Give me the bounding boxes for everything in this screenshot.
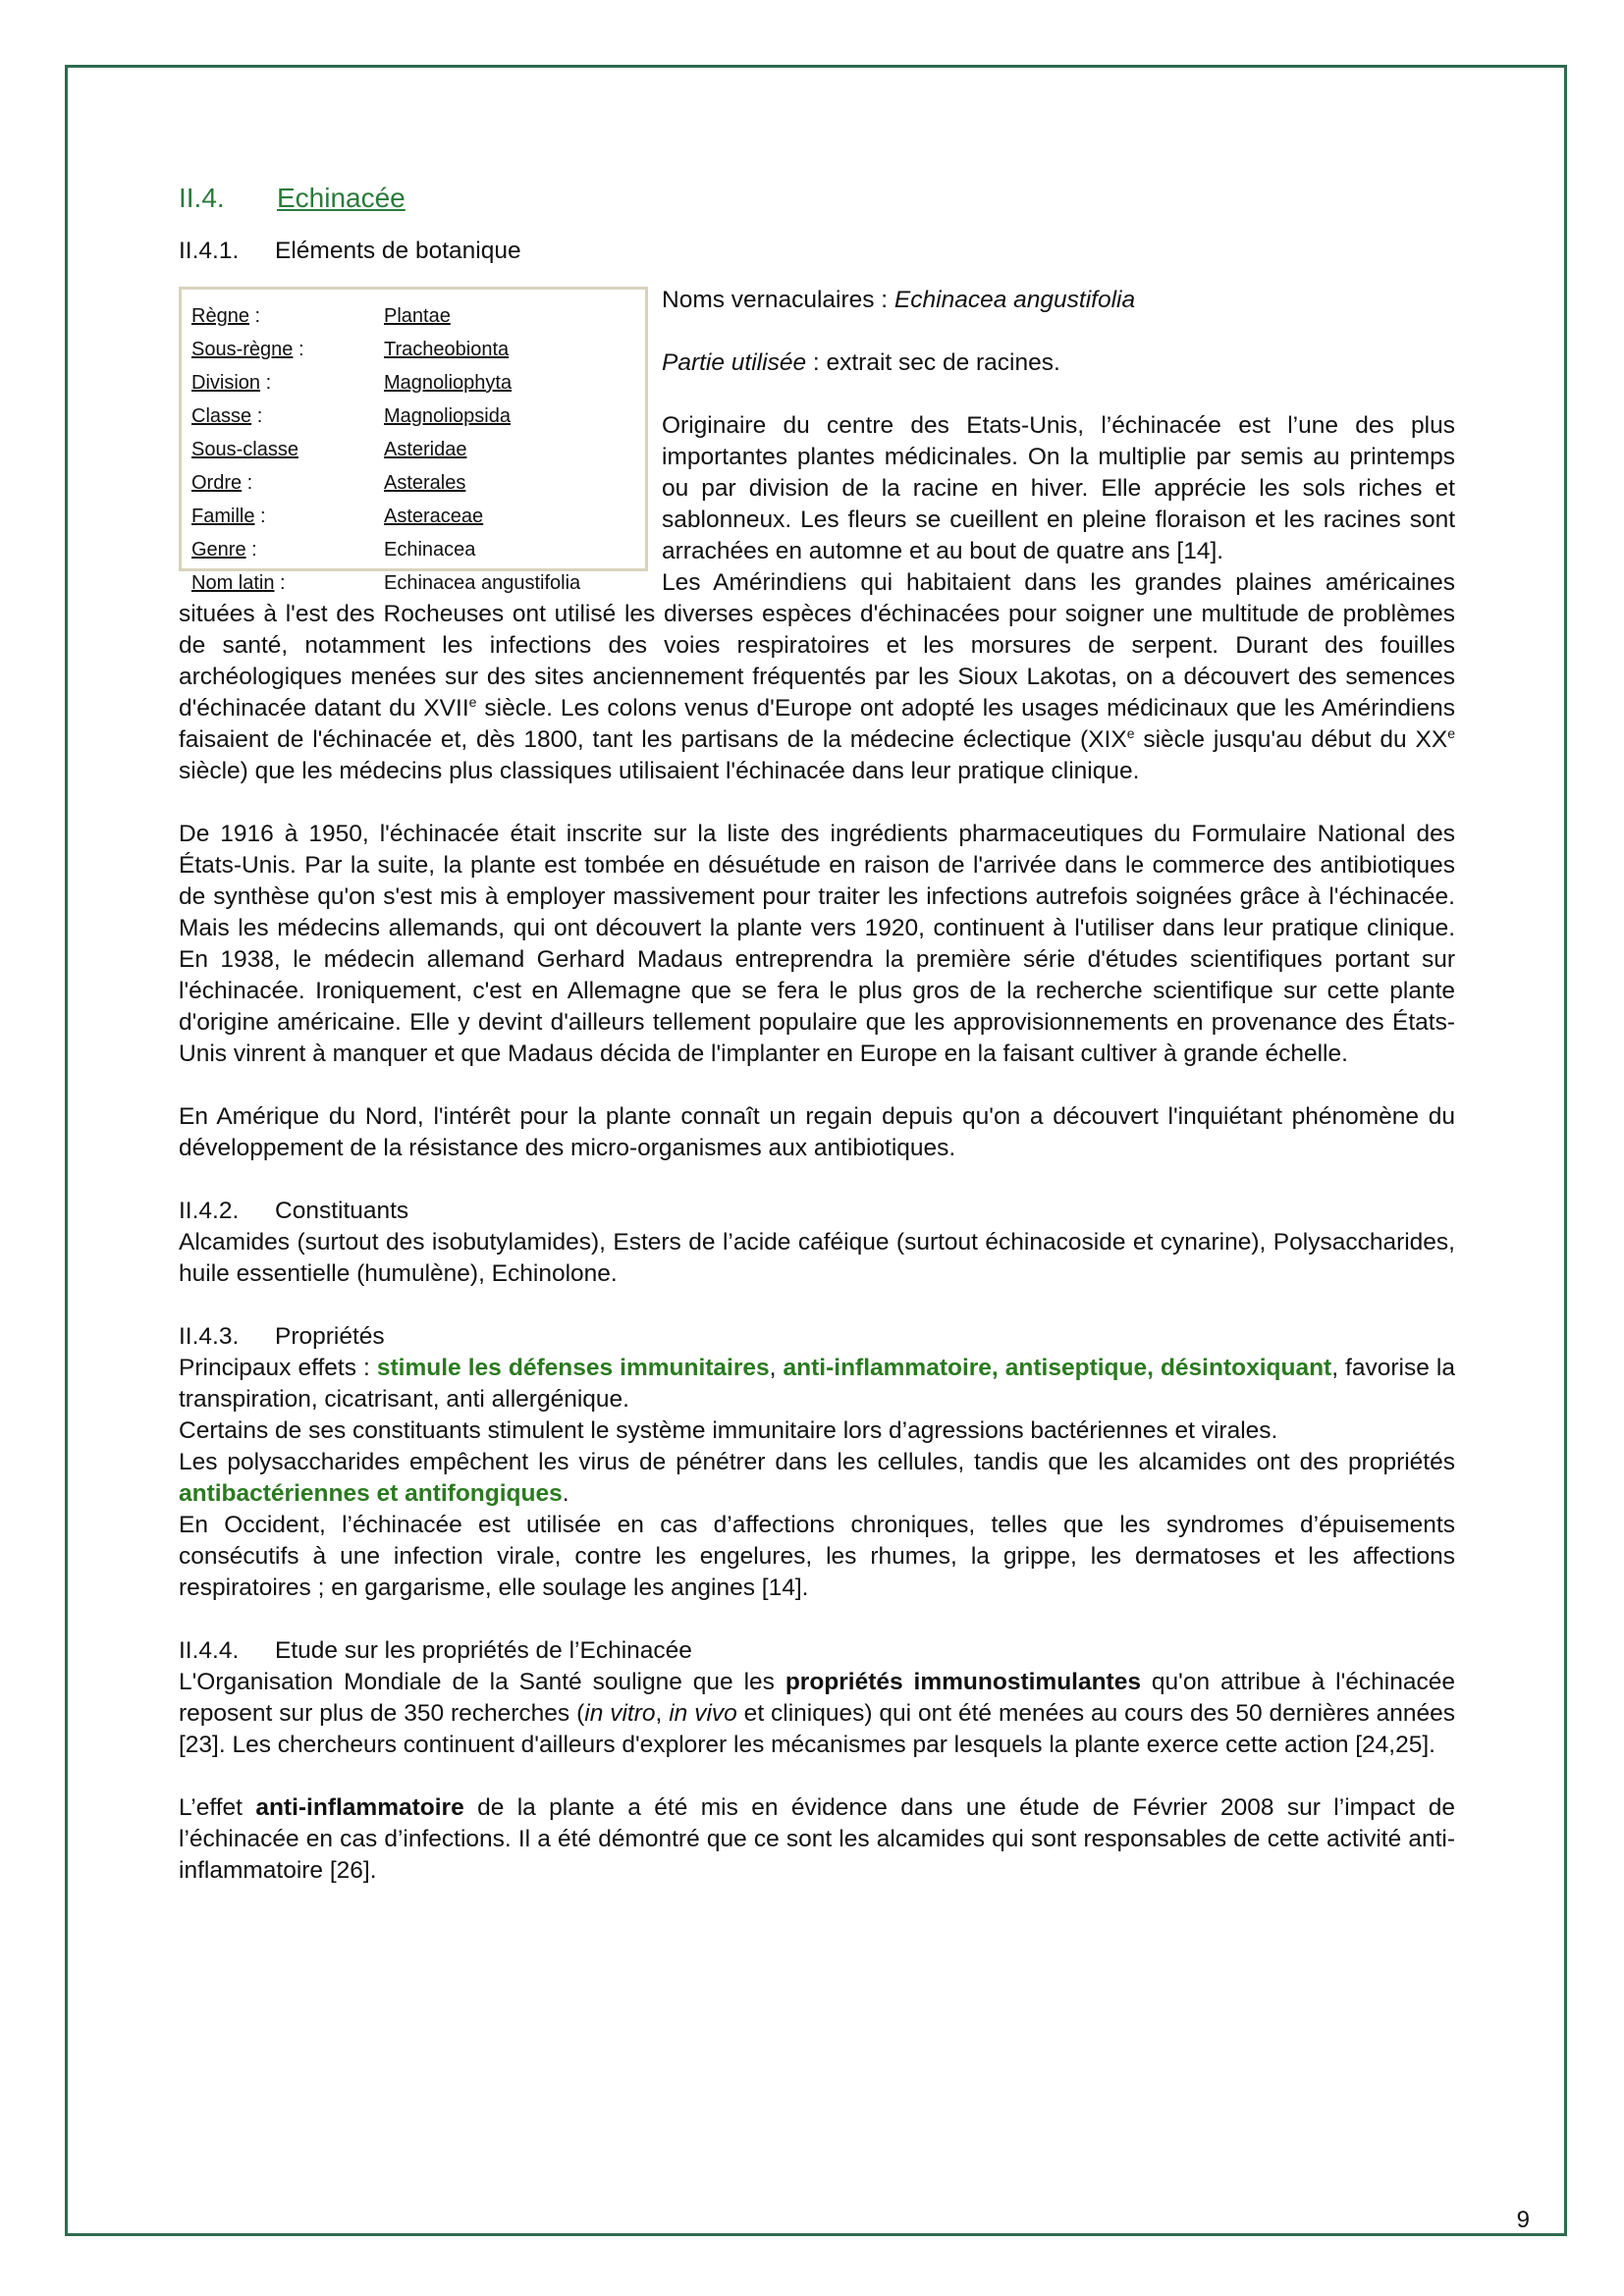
taxonomy-value: Echinacea angustifolia <box>384 572 581 594</box>
taxonomy-rank[interactable]: Ordre <box>191 472 243 494</box>
section-number: II.4. <box>179 183 225 213</box>
constituents-paragraph: Alcamides (surtout des isobutylamides), Esters de l’acide caféique (surtout échinacoside et cynarine), Polysaccharides, huile essentielle (humulène), Echinolone. <box>179 1229 1455 1287</box>
document-body <box>179 175 1455 1887</box>
taxonomy-row: Sous-règne : Tracheobionta <box>191 333 580 366</box>
taxonomy-rank[interactable]: Classe <box>191 405 252 427</box>
taxonomy-rank[interactable]: Sous-règne <box>191 339 294 360</box>
subsection-title: Eléments de botanique <box>275 238 521 264</box>
taxonomy-value[interactable]: Asteraceae <box>384 506 484 527</box>
taxonomy-row: Ordre : Asterales <box>191 466 580 500</box>
taxonomy-row <box>191 433 580 466</box>
intro-paragraph-origin: Originaire du centre des Etats-Unis, l’échinacée est l’une des plus importantes plantes médicinales. On la multiplie par semis au printemps ou par division de la racine en hiver. Elle apprécie les sols riches et sablonneux. Les fleurs se cueillent en pleine floraison et les racines sont arrachées en automne et au bout de quatre ans [14]. <box>662 412 1455 564</box>
taxonomy-value[interactable]: Magnoliopsida <box>384 405 511 427</box>
taxonomy-rank[interactable]: Genre <box>191 539 246 561</box>
section-heading[interactable] <box>179 179 1455 218</box>
taxonomy-rank[interactable]: Division <box>191 372 261 394</box>
history-paragraph: De 1916 à 1950, l'échinacée était inscrite sur la liste des ingrédients pharmaceutiques du Formulaire National des États-Unis. Par la suite, la plante est tombée en désuétude en raison de l'arrivée dans le commerce des antibiotiques de synthèse qu'on s'est mis à employer massivement pour traiter les infections autrefois soignées grâce à l'échinacée. Mais les médecins allemands, qui ont découvert la plante vers 1920, continuent à l'utiliser dans leur pratique clinique. En 1938, le médecin allemand Gerhard Madaus entreprendra la première série d'études scientifiques portant sur l'échinacée. Ironiquement, c'est en Allemagne que se fera le plus gros de la recherche scientifique sur cette plante d'origine américaine. Elle y devint d'ailleurs tellement populaire que les approvisionnements en provenance des États-Unis vinrent à manquer et que Madaus décida de l'implanter en Europe en la faisant cultiver à grande échelle. <box>179 821 1455 1067</box>
taxonomy-row: Division : Magnoliophyta <box>191 366 580 400</box>
taxonomy-row: Genre : Echinacea <box>191 533 580 566</box>
intro-paragraph-amerindians: Les Amérindiens qui habitaient dans les grandes plaines américaines situées à l'est des Rocheuses ont utilisé les diverses espèces d'échinacées pour soigner une multitude de problèmes de santé, notamment les infections des voies respiratoires et les morsures de serpent. Durant des fouilles archéologiques menées sur des sites anciennement fréquentés par les Sioux Lakotas, on a découvert des semences d'échinacée datant du XVIIe siècle. Les colons venus d'Europe ont adopté les usages médicinaux que les Amérindiens faisaient de l'échinacée et, dès 1800, tant les partisans de la médecine éclectique (XIXe siècle jusqu'au début du XXe siècle) que les médecins plus classiques utilisaient l'échinacée dans leur pratique clinique. <box>179 569 1455 784</box>
page-number: 9 <box>1516 2207 1530 2233</box>
taxonomy-value: Echinacea <box>384 539 476 561</box>
taxonomy-rank[interactable]: Règne <box>191 305 249 327</box>
subsection-heading-properties: II.4.3. Propriétés <box>179 1323 385 1350</box>
subsection-heading-botany <box>179 236 1455 267</box>
taxonomy-row: Famille : Asteraceae <box>191 500 580 533</box>
used-part: Partie utilisée : extrait sec de racines. <box>662 349 1060 376</box>
taxonomy-value[interactable]: Asterales <box>384 472 466 494</box>
subsection-heading-study: II.4.4. Etude sur les propriétés de l’Echinacée <box>179 1637 692 1664</box>
taxonomy-row: Classe : Magnoliopsida <box>191 400 580 433</box>
subsection-number: II.4.1. <box>179 238 240 264</box>
taxonomy-value[interactable]: Plantae <box>384 305 451 327</box>
taxonomy-row: Nom latin : Echinacea angustifolia <box>191 566 580 600</box>
polysaccharides-paragraph: Les polysaccharides empêchent les virus de pénétrer dans les cellules, tandis que les alcamides ont des propriétés antibactériennes et antifongiques. <box>179 1449 1455 1507</box>
taxonomy-rank[interactable]: Nom latin <box>191 572 275 594</box>
oms-paragraph: L'Organisation Mondiale de la Santé souligne que les propriétés immunostimulantes qu'on attribue à l'échinacée reposent sur plus de 350 recherches (in vitro, in vivo et cliniques) qui ont été menées au cours des 50 dernières années [23]. Les chercheurs continuent d'ailleurs d'explorer les mécanismes par lesquels la plante exerce cette action [24,25]. <box>179 1669 1455 1758</box>
taxonomy-value[interactable]: Asteridae <box>384 439 467 460</box>
taxonomy-value[interactable]: Magnoliophyta <box>384 372 513 394</box>
taxonomy-table <box>191 299 580 600</box>
occident-paragraph: En Occident, l’échinacée est utilisée en cas d’affections chroniques, telles que les syndromes d’épuisements consécutifs à une infection virale, contre les engelures, les rhumes, la grippe, les dermatoses et les affections respiratoires ; en gargarisme, elle soulage les angines [14]. <box>179 1512 1455 1601</box>
anti-inflammatory-paragraph: L’effet anti-inflammatoire de la plante a été mis en évidence dans une étude de Février 2008 sur l’impact de l’échinacée en cas d’infections. Il a été démontré que ce sont les alcamides qui sont responsables de cette activité anti-inflammatoire [26]. <box>179 1794 1455 1884</box>
north-america-paragraph: En Amérique du Nord, l'intérêt pour la plante connaît un regain depuis qu'on a découvert l'inquiétant phénomène du développement de la résistance des micro-organismes aux antibiotiques. <box>179 1103 1455 1161</box>
vernacular-names: Noms vernaculaires : Echinacea angustifolia <box>662 287 1136 313</box>
main-effects-paragraph: Principaux effets : stimule les défenses immunitaires, anti-inflammatoire, antiseptique, désintoxiquant, favorise la transpiration, cicatrisant, anti allergénique. <box>179 1355 1456 1413</box>
taxonomy-rank[interactable]: Sous-classe <box>191 439 298 460</box>
taxonomy-box <box>179 287 648 594</box>
immune-paragraph: Certains de ses constituants stimulent le système immunitaire lors d’agressions bactériennes et virales. <box>179 1417 1278 1444</box>
section-title: Echinacée <box>277 183 406 213</box>
taxonomy-rank[interactable]: Famille <box>191 506 255 527</box>
taxonomy-value[interactable]: Tracheobionta <box>384 339 510 360</box>
taxonomy-row: Règne : Plantae <box>191 299 580 333</box>
subsection-heading-constituents: II.4.2. Constituants <box>179 1198 409 1224</box>
